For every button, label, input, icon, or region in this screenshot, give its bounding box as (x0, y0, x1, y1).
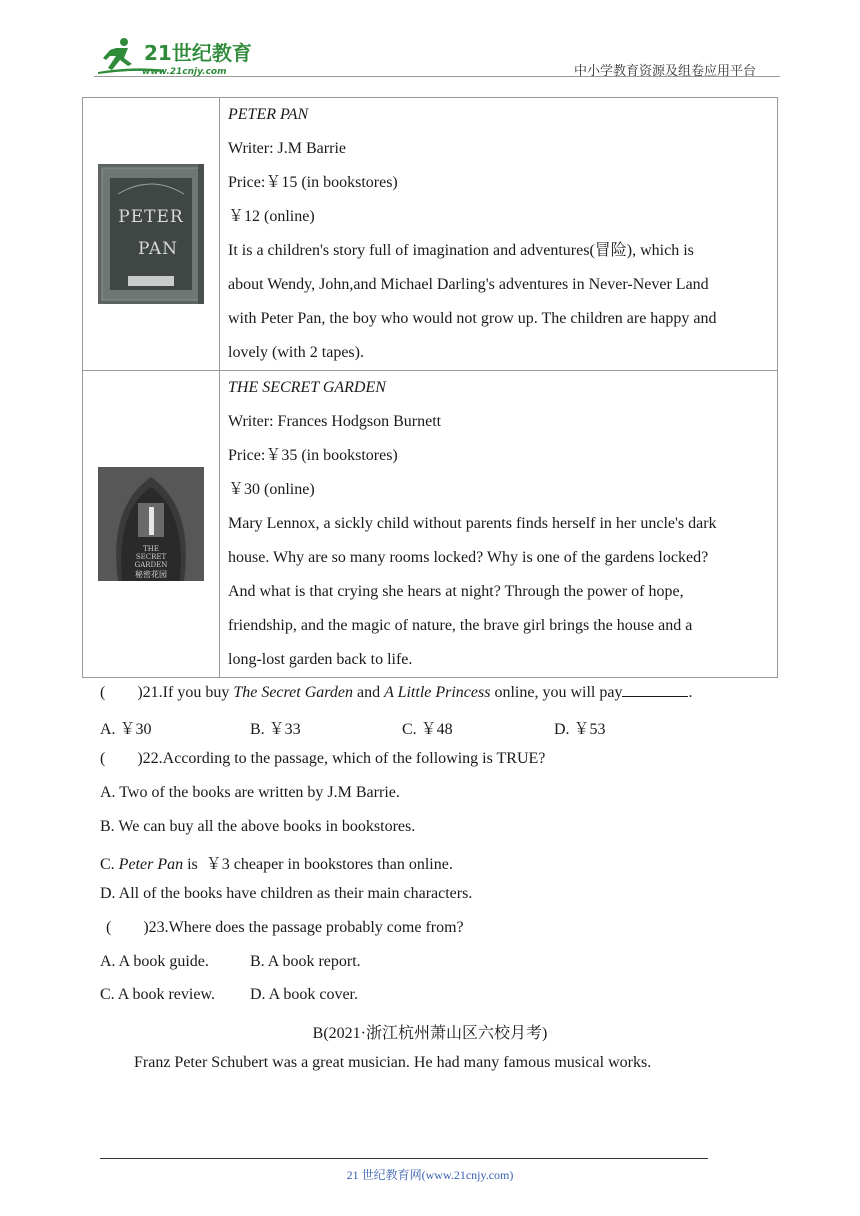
section-b-paragraph: Franz Peter Schubert was a great musician. He had many famous musical works. (134, 1054, 652, 1071)
book-description-line: with Peter Pan, the boy who would not grow up. The children are happy and (228, 310, 717, 327)
book-description-line: house. Why are so many rooms locked? Why is one of the gardens locked? (228, 549, 709, 566)
question-21 (100, 682, 692, 702)
svg-text:PAN: PAN (137, 239, 179, 259)
book-description-line: And what is that crying she hears at night? Through the power of hope, (228, 583, 684, 600)
book-description-line: long-lost garden back to life. (228, 651, 413, 668)
book-description-line: It is a children's story full of imagination and adventures(冒险), which is (228, 242, 694, 259)
header-divider (94, 76, 780, 77)
book-table (82, 97, 778, 678)
option-a: A. A book guide. (100, 953, 209, 970)
svg-text:PETER: PETER (118, 207, 184, 227)
book-description-line: about Wendy, John,and Michael Darling's adventures in Never-Never Land (228, 276, 709, 293)
book-price-online: ￥30 (online) (228, 481, 315, 498)
book-writer: Writer: Frances Hodgson Burnett (228, 413, 442, 430)
option-a: A. ￥30 (100, 721, 152, 738)
question-22-stem: ( )22.According to the passage, which of the following is TRUE? (100, 750, 546, 767)
book-row-secret-garden (83, 371, 778, 678)
svg-text:THE: THE (143, 545, 159, 553)
book-info-cell (220, 371, 778, 678)
svg-text:GARDEN: GARDEN (134, 561, 168, 569)
book-cover-cell (83, 371, 220, 678)
question-21-suffix: online, you will pay (490, 684, 623, 701)
question-21-title1: The Secret Garden (233, 684, 353, 701)
peter-pan-cover-image (98, 164, 204, 304)
book-description-line: Mary Lennox, a sickly child without parents finds herself in her uncle's dark (228, 515, 717, 532)
option-d: D. A book cover. (250, 986, 358, 1003)
book-price-store: Price:￥35 (in bookstores) (228, 447, 398, 464)
footer-divider (100, 1158, 708, 1159)
book-price-online: ￥12 (online) (228, 208, 315, 225)
question-21-title2: A Little Princess (384, 684, 491, 701)
option-a: A. Two of the books are written by J.M Barrie. (100, 784, 400, 801)
book-description-line: lovely (with 2 tapes). (228, 344, 364, 361)
option-d: D. All of the books have children as their main characters. (100, 885, 473, 902)
option-c (100, 851, 453, 874)
option-c: C. A book review. (100, 986, 215, 1003)
option-c: C. ￥48 (402, 721, 453, 738)
secret-garden-cover-image (98, 467, 204, 581)
question-23-stem: ( )23.Where does the passage probably come from? (106, 919, 464, 936)
question-21-mid: and (352, 684, 385, 701)
book-description-line: friendship, and the magic of nature, the brave girl brings the house and a (228, 617, 693, 634)
svg-text:SECRET: SECRET (135, 553, 167, 561)
svg-text:秘密花园: 秘密花园 (135, 570, 167, 579)
logo-url: www.21cnjy.com (142, 67, 227, 77)
book-row-peter-pan (83, 98, 778, 371)
question-21-prefix: ( )21.If you buy (100, 684, 234, 701)
option-c-title: Peter Pan (118, 856, 184, 873)
book-price-store: Price:￥15 (in bookstores) (228, 174, 398, 191)
logo-text: 21世纪教育 (144, 41, 252, 65)
site-logo (94, 36, 256, 80)
option-b: B. We can buy all the above books in bookstores. (100, 818, 416, 835)
book-info-cell (220, 98, 778, 371)
answer-blank[interactable] (622, 682, 688, 697)
book-writer: Writer: J.M Barrie (228, 140, 346, 157)
header-platform-text: 中小学教育资源及组卷应用平台 (573, 64, 756, 79)
option-b: B. ￥33 (250, 721, 301, 738)
footer-link[interactable]: 21 世纪教育网(www.21cnjy.com) (346, 1168, 514, 1182)
book-title: PETER PAN (228, 106, 309, 123)
book-title: THE SECRET GARDEN (228, 379, 386, 396)
option-b: B. A book report. (250, 953, 361, 970)
option-c-prefix: C. (100, 856, 119, 873)
option-d: D. ￥53 (554, 721, 606, 738)
question-21-end: . (688, 684, 693, 701)
section-b-heading: B(2021·浙江杭州萧山区六校月考) (312, 1025, 548, 1042)
option-c-suffix: is ￥3 cheaper in bookstores than online. (183, 856, 453, 873)
book-cover-cell (83, 98, 220, 371)
